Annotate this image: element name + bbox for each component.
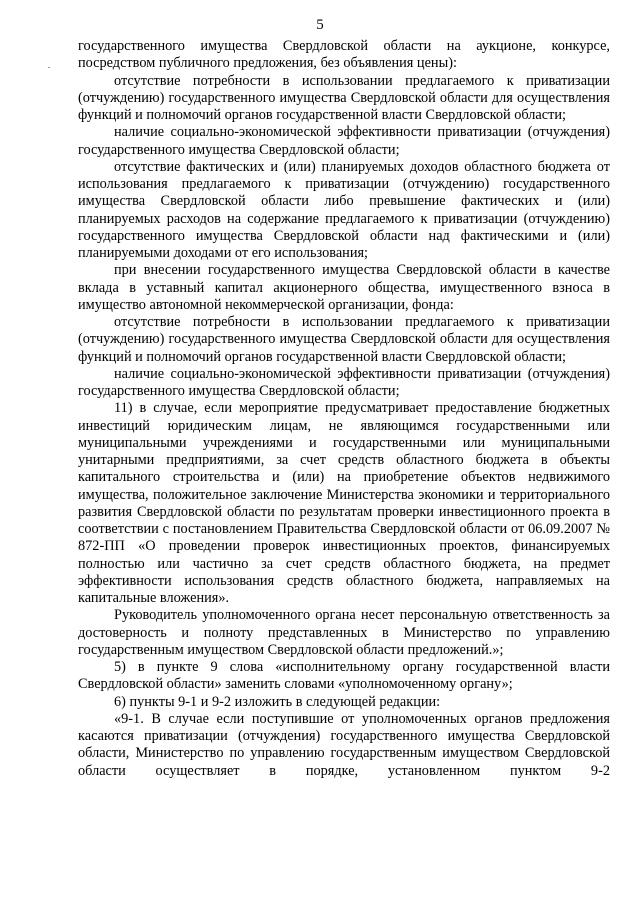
paragraph-responsibility: Руководитель уполномоченного органа несет персональную ответственность за достоверность и полноту представленных в Министерство по управлению государственным имуществом Свердловской области предложений.»; — [78, 607, 610, 658]
paragraph-item-6: 6) пункты 9-1 и 9-2 изложить в следующей редакции: — [114, 693, 441, 710]
paragraph-no-need-1: отсутствие потребности в использовании предлагаемого к приватизации (отчуждению) государственного имущества Свердловской области для осуществления функций и полномочий органов государственной власти Свердловской области; — [78, 72, 610, 123]
paragraph-continuation: государственного имущества Свердловской области на аукционе, конкурсе, посредством публичного предложения, без объявления цены): — [78, 38, 610, 72]
paragraph-contribution: при внесении государственного имущества Свердловской области в качестве вклада в уставный капитал акционерного общества, имущественного взноса в имущество автономной некоммерческой организации, фонда: — [78, 262, 610, 313]
paragraph-item-5: 5) в пункте 9 слова «исполнительному органу государственной власти Свердловской области» заменить словами «уполномоченному органу»; — [78, 659, 610, 693]
document-body — [78, 38, 610, 780]
paragraph-no-need-2: отсутствие потребности в использовании предлагаемого к приватизации (отчуждению) государственного имущества Свердловской области для осуществления функций и полномочий органов государственной власти Свердловской области; — [78, 314, 610, 365]
paragraph-efficiency-2: наличие социально-экономической эффективности приватизации (отчуждения) государственного имущества Свердловской области; — [78, 365, 610, 399]
paragraph-efficiency-1: наличие социально-экономической эффективности приватизации (отчуждения) государственного имущества Свердловской области; — [78, 124, 610, 158]
paragraph-income: отсутствие фактических и (или) планируемых доходов областного бюджета от использования предлагаемого к приватизации (отчуждению) государственного имущества Свердловской области либо превышение фактических и (или) планируемых расходов на содержание предлагаемого к приватизации (отчуждению) государственного имущества Свердловской области над фактическими и (или) планируемыми доходами от его использования; — [78, 158, 610, 261]
page-number: 5 — [316, 17, 324, 33]
scan-speck — [48, 67, 50, 68]
paragraph-item-11: 11) в случае, если мероприятие предусматривает предоставление бюджетных инвестиций юридическим лицам, не являющимся государственными или муниципальными учреждениями и государственными или муниципальными унитарными предприятиями, за счет средств областного бюджета в объекты капитального строительства и (или) на приобретение объектов недвижимого имущества, положительное заключение Министерства экономики и территориального развития Свердловской области по результатам проверки инвестиционного проекта в соответствии с постановлением Правительства Свердловской области от 06.09.2007 № 872-ПП «О проведении проверок инвестиционных проектов, финансируемых полностью или частично за счет средств областного бюджета, на предмет эффективности использования средств областного бюджета, направляемых на капитальные вложения». — [78, 400, 610, 606]
paragraph-9-1: «9-1. В случае если поступившие от уполномоченных органов предложения касаются приватизации (отчуждения) государственного имущества Свердловской области, Министерство по управлению государственным имуществом Свердловской области осуществляет в порядке, установленном пунктом 9-2 — [78, 710, 610, 779]
